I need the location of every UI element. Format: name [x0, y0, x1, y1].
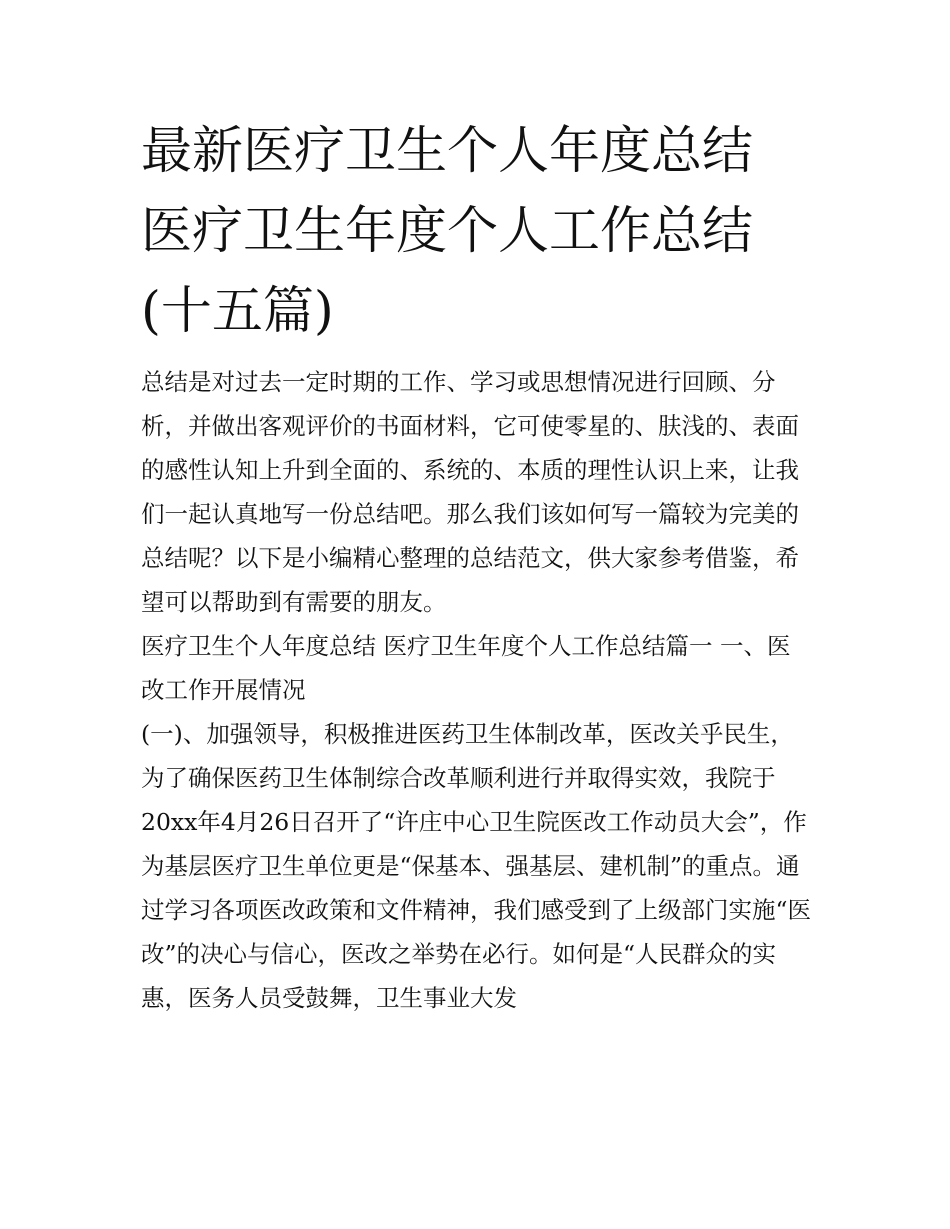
document-body [141, 360, 813, 1020]
section-heading-paragraph: 医疗卫生个人年度总结 医疗卫生年度个人工作总结篇一 一、医改工作开展情况 [141, 632, 791, 704]
reform-paragraph: (一)、加强领导，积极推进医药卫生体制改革，医改关乎民生，为了确保医药卫生体制综合改革顺利进行并取得实效，我院于20xx年4月26日召开了“许庄中心卫生院医改工作动员大会”，作为基层医疗卫生单位更是“保基本、强基层、建机制”的重点。通过学习各项医改政策和文件精神，我们感受到了上级部门实施“医改”的决心与信心，医改之举势在必行。如何是“人民群众的实惠，医务人员受鼓舞，卫生事业大发 [141, 720, 812, 1012]
intro-paragraph: 总结是对过去一定时期的工作、学习或思想情况进行回顾、分析，并做出客观评价的书面材料，它可使零星的、肤浅的、表面的感性认知上升到全面的、系统的、本质的理性认识上来，让我们一起认真地写一份总结吧。那么我们该如何写一篇较为完美的总结呢？以下是小编精心整理的总结范文，供大家参考借鉴，希望可以帮助到有需要的朋友。 [141, 368, 799, 616]
document-title: 最新医疗卫生个人年度总结 医疗卫生年度个人工作总结(十五篇) [141, 122, 754, 341]
document-content [141, 112, 813, 1020]
